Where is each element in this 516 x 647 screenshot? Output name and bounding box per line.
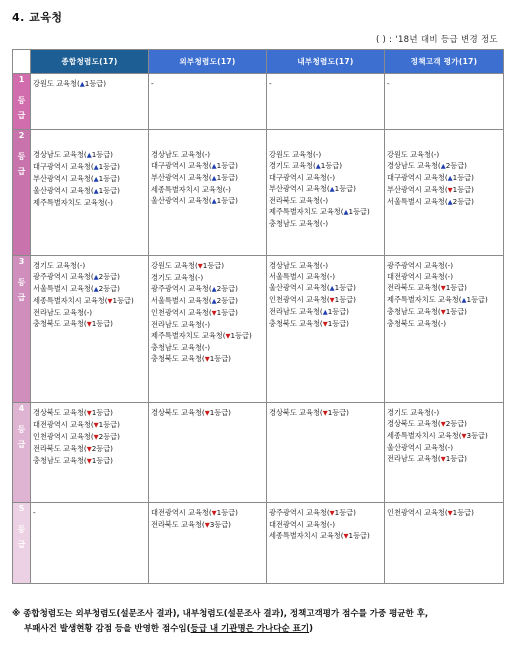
grade-change: 1등급) (91, 456, 113, 465)
up-triangle-icon: ▲ (93, 175, 99, 183)
agency-entry (269, 149, 382, 160)
grade-change: 1등급) (98, 420, 120, 429)
agency-entry (269, 407, 382, 419)
agency-name: 전라남도 교육청( (269, 307, 323, 316)
header-row (13, 50, 504, 74)
grade-change: 1등급) (216, 508, 238, 517)
down-triangle-icon: ▼ (204, 355, 210, 363)
down-triangle-icon: ▼ (107, 297, 113, 305)
grade-change: 1등급) (91, 150, 113, 159)
agency-name: 충청북도 교육청( (151, 354, 205, 363)
up-triangle-icon: ▲ (211, 285, 217, 293)
agency-name: 경상남도 교육청(-) (151, 150, 211, 159)
agency-name: 광주광역시 교육청(-) (387, 261, 454, 270)
agency-name: 전라남도 교육청(-) (151, 320, 211, 329)
grade-change: 1등급) (216, 196, 238, 205)
up-triangle-icon: ▲ (447, 198, 453, 206)
agency-name: 경상북도 교육청( (269, 408, 323, 417)
agency-name: - (151, 79, 154, 88)
agency-entry (33, 507, 146, 518)
grade-change: 1등급) (334, 508, 356, 517)
agency-entry (151, 260, 264, 272)
agency-name: 세종특별자치시 교육청(-) (151, 185, 231, 194)
grade-change: 2등급) (452, 197, 474, 206)
agency-entry (387, 271, 501, 282)
grade-change: 1등급) (91, 319, 113, 328)
agency-name: 경상남도 교육청(-) (269, 261, 329, 270)
grade-change: 1등급) (348, 531, 370, 540)
agency-entry (151, 319, 264, 330)
agency-entry (151, 272, 264, 283)
down-triangle-icon: ▼ (93, 421, 99, 429)
agency-entry (151, 295, 264, 307)
down-triangle-icon: ▼ (329, 296, 335, 304)
grade-change: 1등급) (98, 174, 120, 183)
grade-change: 1등급) (84, 79, 107, 88)
agency-list-cell (149, 256, 267, 403)
agency-entry (33, 283, 146, 295)
agency-name: 강원도 교육청(-) (387, 150, 440, 159)
grade-change: 1등급) (91, 408, 113, 417)
agency-list-cell (31, 74, 149, 130)
agency-name: 경상남도 교육청( (387, 161, 441, 170)
agency-entry (33, 149, 146, 161)
agency-list-cell (31, 403, 149, 503)
down-triangle-icon: ▼ (440, 284, 446, 292)
grade-change: 1등급) (445, 454, 467, 463)
agency-name: 광주광역시 교육청( (151, 284, 212, 293)
agency-list-cell (31, 256, 149, 403)
agency-list-cell (267, 130, 385, 256)
up-triangle-icon: ▲ (211, 162, 217, 170)
agency-name: 충청남도 교육청(-) (269, 219, 329, 228)
down-triangle-icon: ▼ (86, 445, 92, 453)
agency-name: 제주특별자치도 교육청( (269, 207, 344, 216)
agency-list-cell (267, 403, 385, 503)
agency-entry (387, 453, 501, 465)
grade-change: 1등급) (327, 319, 349, 328)
agency-entry (33, 78, 146, 90)
up-triangle-icon: ▲ (322, 308, 328, 316)
agency-name: - (387, 79, 390, 88)
grade-change: 1등급) (98, 186, 120, 195)
agency-name: 경기도 교육청(-) (387, 408, 440, 417)
agency-entry (387, 282, 501, 294)
grade-change: 1등급) (452, 185, 474, 194)
up-triangle-icon: ▲ (93, 273, 99, 281)
grade-change: 1등급) (452, 173, 474, 182)
agency-entry (151, 353, 264, 365)
down-triangle-icon: ▼ (225, 332, 231, 340)
agency-entry (151, 184, 264, 195)
agency-name: 서울특별시 교육청( (387, 197, 448, 206)
agency-name: 울산광역시 교육청(-) (387, 443, 454, 452)
agency-entry (33, 443, 146, 455)
agency-entry (33, 260, 146, 271)
agency-entry (151, 342, 264, 353)
header-internal-integrity: 내부청렴도(17) (267, 50, 385, 74)
grade-label: 5 등 급 (13, 503, 31, 584)
agency-name: 광주광역시 교육청( (269, 508, 330, 517)
agency-list-cell (385, 74, 504, 130)
agency-list-cell (385, 503, 504, 584)
grade-change: 2등급) (445, 161, 467, 170)
agency-list-cell (385, 403, 504, 503)
grade-change: 1등급) (334, 295, 356, 304)
up-triangle-icon: ▲ (211, 297, 217, 305)
down-triangle-icon: ▼ (322, 409, 328, 417)
agency-entry (269, 282, 382, 294)
agency-name: 충청북도 교육청(-) (387, 319, 447, 328)
agency-list-cell (149, 503, 267, 584)
agency-list-cell (267, 74, 385, 130)
agency-name: 부산광역시 교육청( (387, 185, 448, 194)
grade-change: 1등급) (216, 161, 238, 170)
up-triangle-icon: ▲ (211, 197, 217, 205)
agency-name: 울산광역시 교육청( (269, 283, 330, 292)
agency-name: 충청남도 교육청(-) (151, 343, 211, 352)
agency-entry (387, 407, 501, 418)
grade-row (13, 74, 504, 130)
agency-name: 인천광역시 교육청( (151, 308, 212, 317)
header-policy-customer: 정책고객 평가(17) (385, 50, 504, 74)
agency-entry (269, 519, 382, 530)
grade-change: 2등급) (98, 272, 120, 281)
grade-change: 1등급) (320, 161, 343, 170)
agency-entry (33, 419, 146, 431)
agency-entry (33, 295, 146, 307)
agency-list-cell (149, 74, 267, 130)
grade-change: 1등급) (327, 408, 349, 417)
agency-entry (269, 183, 382, 195)
agency-entry (269, 507, 382, 519)
down-triangle-icon: ▼ (461, 432, 467, 440)
down-triangle-icon: ▼ (447, 186, 453, 194)
grade-change: 1등급) (327, 307, 349, 316)
agency-entry (151, 507, 264, 519)
agency-name: 서울특별시 교육청( (33, 284, 94, 293)
grade-row (13, 130, 504, 256)
up-triangle-icon: ▲ (440, 162, 446, 170)
agency-name: 경기도 교육청(-) (151, 273, 204, 282)
agency-entry (33, 455, 146, 467)
agency-entry (269, 306, 382, 318)
grade-change: 1등급) (230, 331, 252, 340)
agency-entry (151, 283, 264, 295)
agency-name: 대구광역시 교육청( (387, 173, 448, 182)
agency-name: 인천광역시 교육청( (269, 295, 330, 304)
agency-name: 대전광역시 교육청(-) (387, 272, 454, 281)
agency-entry (151, 519, 264, 531)
agency-name: 부산광역시 교육청( (151, 173, 212, 182)
agency-entry (387, 172, 501, 184)
down-triangle-icon: ▼ (197, 262, 203, 270)
footnote-line2-text: 부패사건 발생현황 감점 등을 반영한 점수임( (24, 624, 191, 634)
agency-name: 경상북도 교육청( (33, 408, 87, 417)
agency-name: 강원도 교육청( (33, 79, 80, 88)
agency-name: 충청남도 교육청( (387, 307, 441, 316)
down-triangle-icon: ▼ (447, 509, 453, 517)
agency-entry (387, 442, 501, 453)
agency-name: 대전광역시 교육청( (151, 508, 212, 517)
agency-entry (151, 160, 264, 172)
agency-name: 부산광역시 교육청( (33, 174, 94, 183)
up-triangle-icon: ▲ (461, 296, 467, 304)
agency-entry (151, 307, 264, 319)
agency-name: 경상북도 교육청( (387, 419, 441, 428)
agency-entry (151, 330, 264, 342)
agency-entry (151, 149, 264, 160)
agency-name: 충청남도 교육청( (33, 456, 87, 465)
down-triangle-icon: ▼ (211, 509, 217, 517)
agency-name: 세종특별자치시 교육청( (269, 531, 344, 540)
agency-name: 충청북도 교육청( (269, 319, 323, 328)
down-triangle-icon: ▼ (93, 433, 99, 441)
agency-entry (269, 78, 382, 89)
grade-change: 2등급) (98, 284, 120, 293)
grade-label: 4 등 급 (13, 403, 31, 503)
agency-entry (269, 218, 382, 229)
grade-change: 2등급) (91, 444, 113, 453)
agency-list-cell (267, 503, 385, 584)
grade-change: 1등급) (445, 283, 467, 292)
up-triangle-icon: ▲ (315, 162, 321, 170)
grade-change: 1등급) (98, 162, 120, 171)
agency-entry (33, 197, 146, 208)
agency-entry (387, 196, 501, 208)
down-triangle-icon: ▼ (440, 420, 446, 428)
grade-change: 1등급) (112, 296, 134, 305)
down-triangle-icon: ▼ (211, 309, 217, 317)
agency-entry (269, 206, 382, 218)
agency-name: 광주광역시 교육청( (33, 272, 94, 281)
agency-name: 대구광역시 교육청(-) (269, 173, 336, 182)
agency-entry (151, 195, 264, 207)
agency-entry (269, 172, 382, 183)
footnote-line2-close: ) (309, 624, 313, 634)
agency-entry (387, 78, 501, 89)
grade-change: 2등급) (216, 296, 238, 305)
down-triangle-icon: ▼ (86, 320, 92, 328)
agency-entry (33, 307, 146, 318)
agency-name: 제주특별자치도 교육청( (151, 331, 226, 340)
agency-entry (151, 407, 264, 419)
grade-change: 2등급) (216, 284, 238, 293)
agency-name: - (33, 508, 36, 517)
header-overall-integrity: 종합청렴도(17) (31, 50, 149, 74)
agency-name: 전라북도 교육청( (151, 520, 205, 529)
agency-entry (387, 306, 501, 318)
down-triangle-icon: ▼ (343, 532, 349, 540)
grade-change: 1등급) (466, 295, 488, 304)
grade-change: 1등급) (216, 308, 238, 317)
agency-entry (33, 173, 146, 185)
agency-name: 전라북도 교육청(-) (269, 196, 329, 205)
grade-label: 3 등 급 (13, 256, 31, 403)
agency-entry (269, 271, 382, 282)
grade-change: 1등급) (334, 283, 356, 292)
agency-name: 인천광역시 교육청( (33, 432, 94, 441)
agency-name: 대전광역시 교육청( (33, 420, 94, 429)
agency-name: - (269, 79, 272, 88)
grade-table (12, 49, 504, 584)
agency-entry (269, 260, 382, 271)
up-triangle-icon: ▲ (329, 185, 335, 193)
footnote-line1: ※ 종합청렴도는 외부청렴도(설문조사 결과), 내부청렴도(설문조사 결과), 정책고객평가 점수를 가중 평균한 후, (12, 609, 429, 619)
down-triangle-icon: ▼ (86, 457, 92, 465)
agency-entry (387, 260, 501, 271)
grade-change: 1등급) (445, 307, 467, 316)
agency-entry (387, 184, 501, 196)
agency-entry (269, 294, 382, 306)
agency-entry (151, 172, 264, 184)
agency-name: 대구광역시 교육청( (33, 162, 94, 171)
legend-note: ( ) : '18년 대비 등급 변경 정도 (375, 35, 498, 45)
agency-name: 부산광역시 교육청( (269, 184, 330, 193)
agency-entry (387, 294, 501, 306)
grade-change: 3등급) (209, 520, 231, 529)
agency-entry (33, 185, 146, 197)
agency-entry (387, 149, 501, 160)
down-triangle-icon: ▼ (440, 455, 446, 463)
agency-name: 서울특별시 교육청(-) (269, 272, 336, 281)
down-triangle-icon: ▼ (440, 308, 446, 316)
agency-entry (387, 430, 501, 442)
down-triangle-icon: ▼ (86, 409, 92, 417)
agency-entry (387, 160, 501, 172)
agency-entry (269, 530, 382, 542)
grade-change: 2등급) (445, 419, 467, 428)
agency-list-cell (31, 503, 149, 584)
agency-name: 울산광역시 교육청( (33, 186, 94, 195)
footnote (12, 607, 504, 637)
agency-name: 경기도 교육청(-) (33, 261, 86, 270)
agency-entry (151, 78, 264, 89)
up-triangle-icon: ▲ (79, 80, 85, 88)
up-triangle-icon: ▲ (447, 174, 453, 182)
agency-name: 강원도 교육청(-) (269, 150, 322, 159)
grade-change: 1등급) (348, 207, 370, 216)
footnote-line2 (12, 622, 504, 637)
agency-name: 세종특별자치시 교육청( (387, 431, 462, 440)
agency-entry (269, 195, 382, 206)
agency-list-cell (149, 130, 267, 256)
agency-entry (33, 161, 146, 173)
agency-list-cell (31, 130, 149, 256)
up-triangle-icon: ▲ (211, 174, 217, 182)
agency-entry (387, 507, 501, 519)
agency-name: 전라남도 교육청(-) (33, 308, 93, 317)
agency-entry (33, 318, 146, 330)
grade-row (13, 403, 504, 503)
agency-entry (269, 160, 382, 172)
agency-name: 강원도 교육청( (151, 261, 198, 270)
footnote-underlined-text: 등급 내 기관명은 가나다순 표기 (190, 624, 310, 634)
agency-name: 제주특별자치도 교육청( (387, 295, 462, 304)
up-triangle-icon: ▲ (93, 163, 99, 171)
up-triangle-icon: ▲ (93, 187, 99, 195)
agency-name: 세종특별자치시 교육청( (33, 296, 108, 305)
up-triangle-icon: ▲ (329, 284, 335, 292)
up-triangle-icon: ▲ (86, 151, 92, 159)
up-triangle-icon: ▲ (93, 285, 99, 293)
agency-name: 인천광역시 교육청( (387, 508, 448, 517)
agency-entry (269, 318, 382, 330)
down-triangle-icon: ▼ (329, 509, 335, 517)
grade-change: 1등급) (334, 184, 356, 193)
agency-name: 충청북도 교육청( (33, 319, 87, 328)
agency-entry (33, 271, 146, 283)
agency-name: 서울특별시 교육청( (151, 296, 212, 305)
agency-name: 제주특별자치도 교육청(-) (33, 198, 113, 207)
grade-change: 1등급) (216, 173, 238, 182)
down-triangle-icon: ▼ (204, 409, 210, 417)
agency-name: 울산광역시 교육청( (151, 196, 212, 205)
agency-list-cell (267, 256, 385, 403)
agency-entry (387, 318, 501, 329)
agency-name: 전라북도 교육청( (33, 444, 87, 453)
header-gubun: 구 분 (13, 50, 31, 74)
agency-entry (387, 418, 501, 430)
grade-change: 1등급) (209, 408, 231, 417)
agency-entry (33, 431, 146, 443)
grade-label: 1 등 급 (13, 74, 31, 130)
agency-list-cell (385, 256, 504, 403)
agency-entry (33, 407, 146, 419)
grade-label: 2 등 급 (13, 130, 31, 256)
grade-row (13, 503, 504, 584)
down-triangle-icon: ▼ (322, 320, 328, 328)
agency-name: 대전광역시 교육청(-) (269, 520, 336, 529)
grade-change: 1등급) (202, 261, 225, 270)
down-triangle-icon: ▼ (204, 521, 210, 529)
agency-name: 전라남도 교육청( (387, 454, 441, 463)
agency-list-cell (149, 403, 267, 503)
agency-name: 전라북도 교육청( (387, 283, 441, 292)
agency-name: 경기도 교육청( (269, 161, 316, 170)
grade-change: 1등급) (209, 354, 231, 363)
up-triangle-icon: ▲ (343, 208, 349, 216)
grade-change: 2등급) (98, 432, 120, 441)
agency-name: 경상남도 교육청( (33, 150, 87, 159)
agency-name: 경상북도 교육청( (151, 408, 205, 417)
grade-change: 1등급) (452, 508, 474, 517)
grade-row (13, 256, 504, 403)
header-external-integrity: 외부청렴도(17) (149, 50, 267, 74)
agency-list-cell (385, 130, 504, 256)
section-title: 4. 교육청 (12, 11, 63, 24)
grade-change: 3등급) (466, 431, 488, 440)
agency-name: 대구광역시 교육청( (151, 161, 212, 170)
